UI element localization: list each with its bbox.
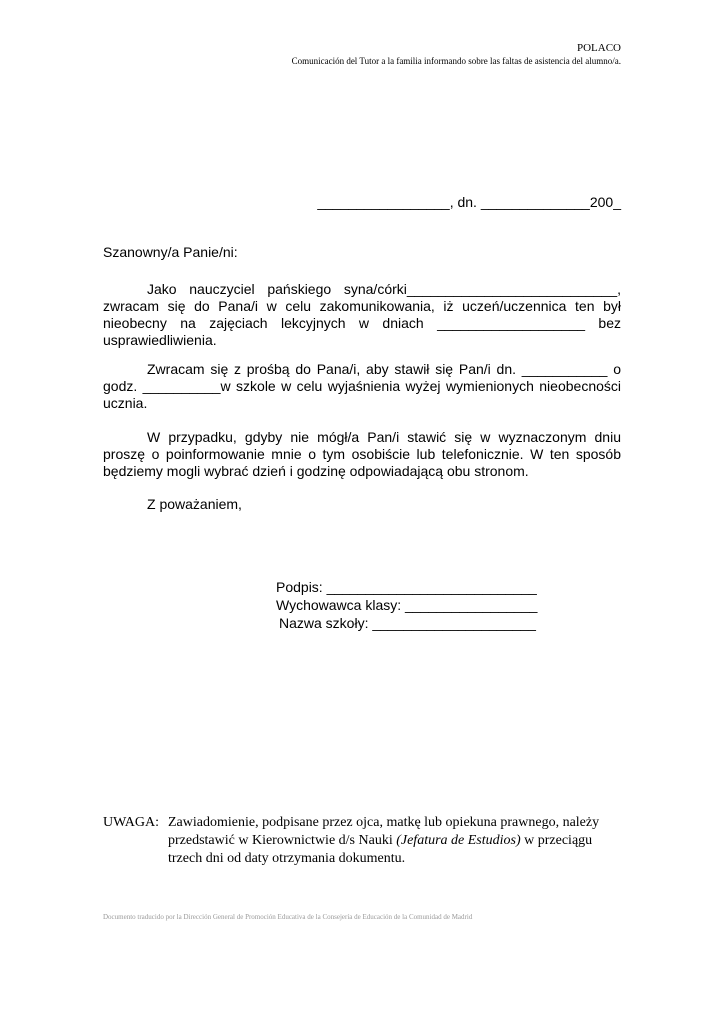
signature-field: Podpis: ___________________________	[276, 579, 537, 595]
note-line-3: trzech dni od daty otrzymania dokumentu.	[168, 851, 406, 866]
note-line-1: Zawiadomienie, podpisane przez ojca, matkę lub opiekuna prawnego, należy	[168, 815, 600, 830]
school-name-field: Nazwa szkoły: _____________________	[279, 615, 536, 631]
language-label: POLACO	[576, 42, 621, 54]
class-tutor-field: Wychowawca klasy: _________________	[276, 597, 538, 613]
paragraph-absence-notice: Jako nauczyciel pańskiego syna/córki___________________________, zwracam się do Pana/i w celu zakomunikowania, iż uczeń/uczennica ten był nieobecny na zajęciach lekcyjnych w dniach ___________________ bez usprawiedliwienia.	[103, 281, 621, 348]
paragraph-alternative-contact: W przypadku, gdyby nie mógł/a Pan/i stawić się w wyznaczonym dniu proszę o poinformowanie mnie o tym osobiście lub telefonicznie. W ten sposób będziemy mogli wybrać dzień i godzinę odpowiadającą obu stronom.	[103, 429, 621, 479]
note-label: UWAGA:	[103, 815, 159, 830]
note-block	[103, 814, 633, 868]
footer-credit: Documento traducido por la Dirección General de Promoción Educativa de la Consejería de Educación de la Comunidad de Madrid	[103, 913, 473, 921]
closing: Z poważaniem,	[147, 496, 242, 512]
note-line-2-end: w przeciągu	[520, 833, 593, 848]
note-line-2-italic: (Jefatura de Estudios)	[396, 833, 521, 848]
document-subtitle: Comunicación del Tutor a la familia informando sobre las faltas de asistencia del alumno/a.	[291, 56, 621, 66]
note-line-2	[103, 832, 633, 850]
note-line-2-start: przedstawić w Kierownictwie d/s Nauki	[168, 833, 397, 848]
place-date-line: _________________, dn. ______________200_	[317, 194, 621, 210]
paragraph-meeting-request: Zwracam się z prośbą do Pana/i, aby stawił się Pan/i dn. ___________ o godz. __________w szkole w celu wyjaśnienia wyżej wymienionych nieobecności ucznia.	[103, 361, 621, 411]
salutation: Szanowny/a Panie/ni:	[103, 244, 238, 260]
